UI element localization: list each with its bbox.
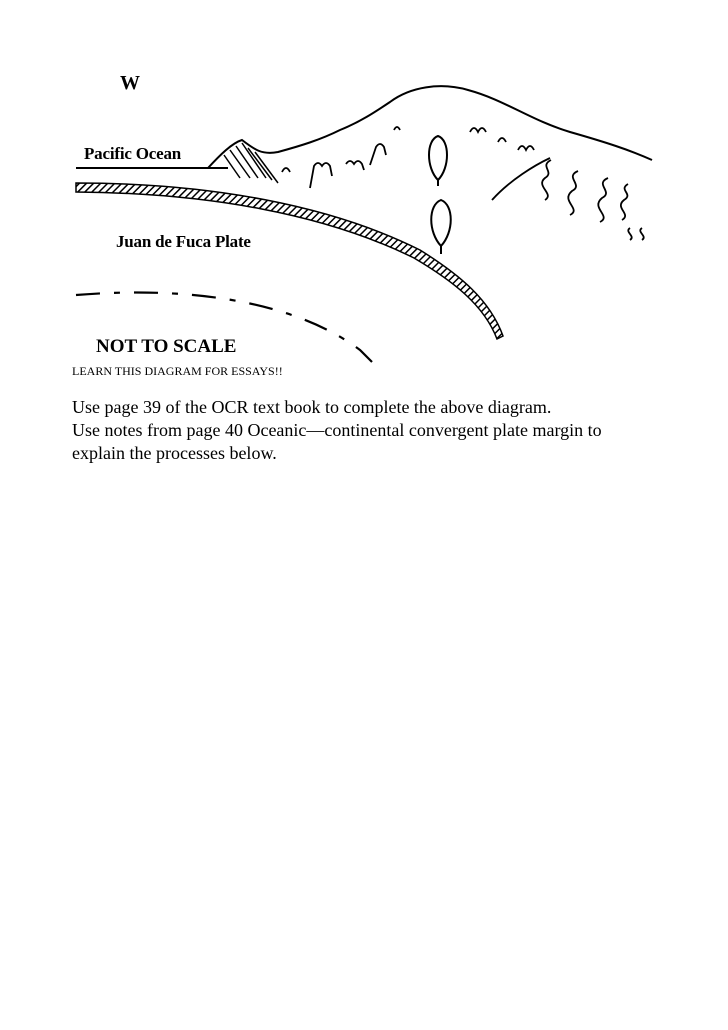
instruction-line-1: Use page 39 of the OCR text book to complete the above diagram. (72, 397, 552, 417)
instruction-line-2: Use notes from page 40 Oceanic—continental convergent plate margin to (72, 420, 602, 440)
instructions (72, 396, 672, 465)
mountain-symbols (282, 127, 534, 188)
pacific-ocean-label: Pacific Ocean (84, 144, 182, 163)
direction-label-west: W (120, 72, 140, 94)
scale-note: NOT TO SCALE (96, 336, 237, 357)
learn-diagram-note: LEARN THIS DIAGRAM FOR ESSAYS!! (72, 364, 283, 378)
instruction-line-3: explain the processes below. (72, 443, 277, 463)
magma-plumes (429, 136, 451, 254)
accretionary-wedge (224, 143, 278, 183)
plate-label: Juan de Fuca Plate (116, 232, 251, 251)
folded-strata (492, 158, 644, 240)
subducting-plate (76, 183, 503, 339)
